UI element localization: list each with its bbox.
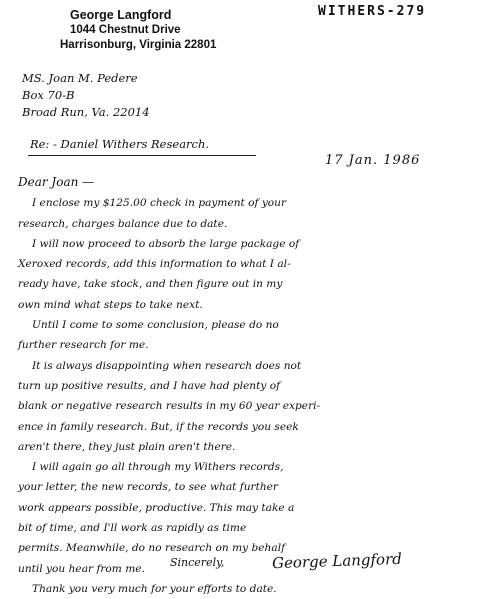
body-line: I will again go all through my Withers records, <box>32 461 284 474</box>
body-line: turn up positive results, and I have had plenty of <box>18 379 281 392</box>
body-line: I will now proceed to absorb the large package of <box>32 237 300 250</box>
signature: George Langford <box>271 549 403 573</box>
body-line: I enclose my $125.00 check in payment of your <box>32 197 287 210</box>
letter-date: 17 Jan. 1986 <box>325 153 421 168</box>
body-line: blank or negative research results in my 60 year experi- <box>18 400 321 413</box>
salutation: Dear Joan — <box>18 175 95 189</box>
body-line: Xeroxed records, add this information to what I al- <box>18 258 291 271</box>
letterhead-street: 1044 Chestnut Drive <box>70 24 181 36</box>
body-line: further research for me. <box>18 339 149 352</box>
subject-underline <box>28 155 256 156</box>
body-line: aren't there, they just plain aren't there. <box>18 440 236 453</box>
body-line: own mind what steps to take next. <box>18 298 203 311</box>
letterhead <box>60 8 240 53</box>
body-line: Thank you very much for your efforts to date. <box>32 582 277 595</box>
body-line: Until I come to some conclusion, please do no <box>32 319 279 332</box>
body-line: work appears possible, productive. This may take a <box>18 501 295 514</box>
recipient-address <box>22 70 150 121</box>
body-line: ready have, take stock, and then figure out in my <box>18 278 283 291</box>
letter-body <box>18 172 473 599</box>
closing: Sincerely, <box>170 556 225 569</box>
recipient-line-2: Box 70-B <box>22 88 75 102</box>
subject-line: Re: - Daniel Withers Research. <box>30 137 210 151</box>
letterhead-city: Harrisonburg, Virginia 22801 <box>60 39 217 51</box>
letterhead-name: George Langford <box>70 8 172 22</box>
body-line: your letter, the new records, to see what further <box>18 481 278 494</box>
body-line: ence in family research. But, if the records you seek <box>18 420 299 433</box>
body-line: It is always disappointing when research does not <box>32 359 302 372</box>
body-line: research, charges balance due to date. <box>18 217 228 230</box>
recipient-line-1: MS. Joan M. Pedere <box>22 71 138 85</box>
recipient-line-3: Broad Run, Va. 22014 <box>22 105 150 119</box>
body-line: until you hear from me. <box>18 562 145 575</box>
reference-tag: WITHERS-279 <box>318 4 427 19</box>
body-line: bit of time, and I'll work as rapidly as time <box>18 522 247 535</box>
body-line: permits. Meanwhile, do no research on my behalf <box>18 542 286 555</box>
